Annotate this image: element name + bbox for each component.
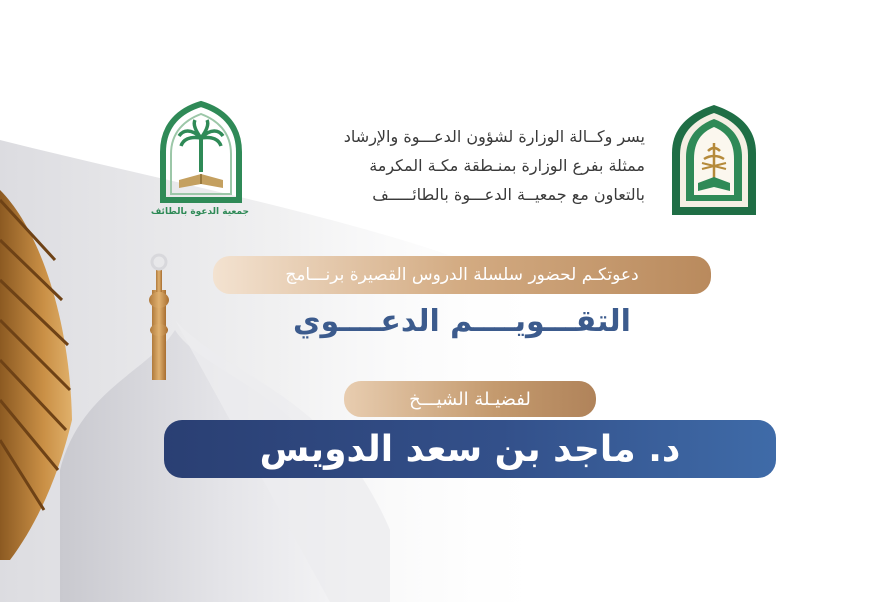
header-line-1: يسر وكــالة الوزارة لشؤون الدعـــوة والإرشاد	[343, 127, 645, 146]
header-line-3: بالتعاون مع جمعيــة الدعـــوة بالطائـــــف	[372, 185, 645, 204]
sheikh-label-banner	[344, 381, 596, 417]
program-title: التقـــويــــم الدعــــوي	[293, 304, 631, 339]
header-text-block	[265, 122, 645, 209]
sheikh-name: د. ماجد بن سعد الدويس	[259, 428, 681, 470]
sheikh-label: لفضيـلة الشيـــخ	[409, 388, 531, 410]
association-logo-text: جمعية الدعوة بالطائف	[150, 207, 249, 217]
header-line-2: ممثلة بفرع الوزارة بمنـطقة مكـة المكرمة	[369, 156, 645, 175]
ministry-emblem-icon	[668, 103, 760, 217]
sheikh-name-banner	[164, 420, 776, 478]
invitation-text: دعوتكـم لحضور سلسلة الدروس القصيرة برنـــامج	[285, 265, 639, 285]
invitation-banner	[213, 256, 711, 294]
